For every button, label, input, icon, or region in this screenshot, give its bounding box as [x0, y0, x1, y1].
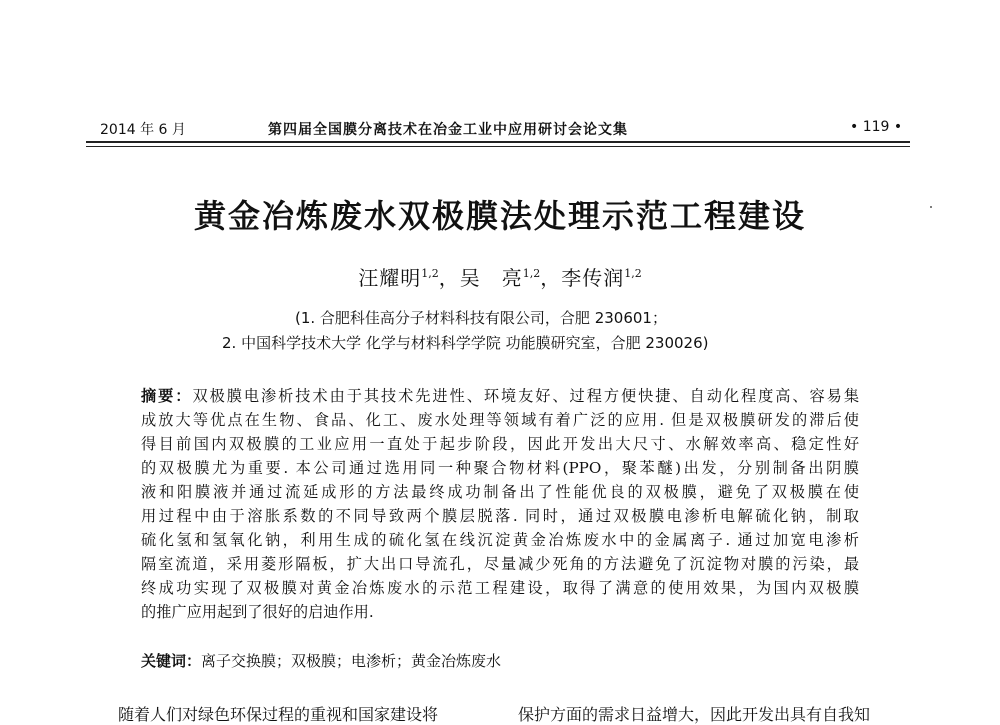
- author-list: 汪耀明$^{1,2}$，吴 亮$^{1,2}$，李传润$^{1,2}$: [358, 266, 642, 290]
- author-affiliation-marker: 1,2: [421, 267, 439, 280]
- keywords-label: 关键词：: [141, 652, 202, 670]
- paper-title: 黄金冶炼废水双极膜法处理示范工程建设: [193, 197, 806, 235]
- abstract-line: 硫化氢和氢氧化钠，利用生成的硫化氢在线沉淀黄金冶炼废水中的金属离子. 通过加宽电渗析: [141, 531, 859, 549]
- affiliation-2: 2. 中国科学技术大学 化学与材料科学学院 功能膜研究室，合肥 230026): [222, 334, 709, 352]
- header-rule-thin: [86, 146, 910, 147]
- header-date: 2014 年 6 月: [100, 122, 186, 138]
- affiliation-1: (1. 合肥科佳高分子材料科技有限公司，合肥 230601；: [295, 309, 667, 327]
- abstract-line: [141, 384, 859, 408]
- author-name: 汪耀明: [358, 266, 422, 290]
- author-name: 吴 亮: [459, 266, 523, 290]
- abstract-line: 的推广应用起到了很好的启迪作用.: [141, 603, 374, 621]
- abstract-block: [141, 384, 859, 624]
- abstract-line: 用过程中由于溶胀系数的不同导致两个膜层脱落. 同时，通过双极膜电渗析电解硫化钠，制取: [141, 507, 859, 525]
- author-affiliation-marker: 1,2: [624, 267, 642, 280]
- author-name: 李传润: [561, 266, 625, 290]
- header-rule-thick: [86, 141, 910, 143]
- abstract-label: 摘要：: [141, 387, 193, 405]
- body-text-left-column: 随着人们对绿色环保过程的重视和国家建设将: [118, 705, 439, 724]
- body-text-right-column: 保护方面的需求日益增大，因此开发出具有自我知: [518, 705, 871, 724]
- abstract-line: 成放大等优点在生物、食品、化工、废水处理等领域有着广泛的应用. 但是双极膜研发的滞后使: [141, 411, 859, 429]
- abstract-line: 的双极膜尤为重要. 本公司通过选用同一种聚合物材料(PPO，聚苯醚)出发，分别制备出阴膜: [141, 459, 859, 477]
- abstract-line: 隔室流道，采用菱形隔板，扩大出口导流孔，尽量减少死角的方法避免了沉淀物对膜的污染，最: [141, 555, 859, 573]
- abstract-text: 双极膜电渗析技术由于其技术先进性、环境友好、过程方便快捷、自动化程度高、容易集: [192, 387, 859, 405]
- keywords-text: 离子交换膜；双极膜；电渗析；黄金冶炼废水: [201, 652, 502, 670]
- author-affiliation-marker: 1,2: [522, 267, 541, 280]
- abstract-line: 终成功实现了双极膜对黄金冶炼废水的示范工程建设，取得了满意的使用效果，为国内双极膜: [141, 579, 859, 597]
- abstract-line: 液和阳膜液并通过流延成形的方法最终成功制备出了性能优良的双极膜，避免了双极膜在使: [141, 483, 859, 501]
- header-page-number: • 119 •: [850, 119, 903, 135]
- keywords-line: [141, 650, 501, 671]
- abstract-line: 得目前国内双极膜的工业应用一直处于起步阶段，因此开发出大尺寸、水解效率高、稳定性好: [141, 435, 859, 453]
- header-proceedings-title: 第四届全国膜分离技术在冶金工业中应用研讨会论文集: [268, 122, 628, 138]
